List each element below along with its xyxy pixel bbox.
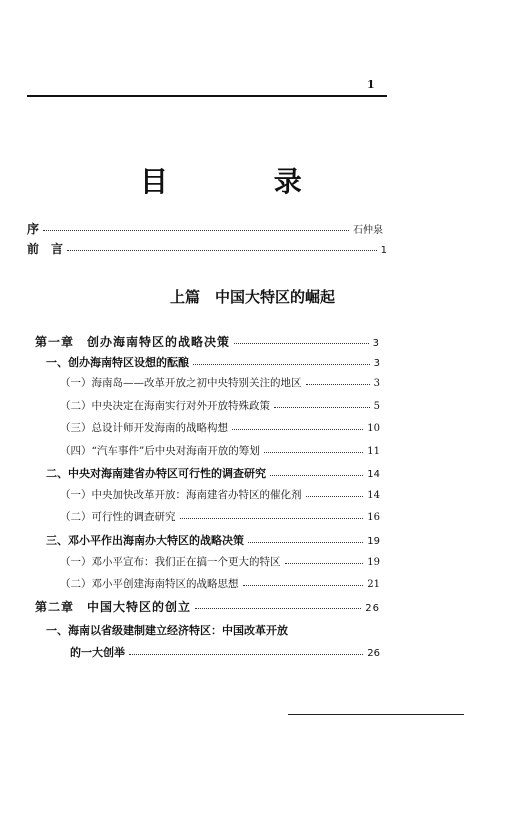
leader-dots (67, 250, 377, 251)
toc-entry[interactable] (35, 333, 380, 350)
toc-label: 序 (27, 222, 40, 236)
leader-dots (129, 654, 363, 655)
toc-entry[interactable] (60, 443, 380, 458)
toc-label: （一）邓小平宣布：我们正在搞一个更大的特区 (60, 556, 281, 568)
toc-entry[interactable] (60, 398, 380, 413)
leader-dots (270, 475, 363, 476)
toc-label: （四）“汽车事件”后中央对海南开放的筹划 (60, 445, 260, 457)
leader-dots (264, 452, 364, 453)
toc-label: （二）中央决定在海南实行对外开放特殊政策 (60, 400, 270, 412)
toc-entry[interactable] (46, 622, 380, 638)
toc-preface[interactable] (27, 220, 383, 237)
toc-page: 11 (367, 446, 380, 457)
toc-page: 10 (367, 423, 380, 434)
toc-label: 一、创办海南特区设想的酝酿 (46, 356, 189, 369)
toc-entry[interactable] (70, 644, 380, 660)
toc-page: 石仲泉 (353, 225, 383, 236)
leader-dots (306, 384, 370, 385)
part-title: 上篇 中国大特区的崛起 (169, 288, 335, 306)
toc-entry[interactable] (46, 465, 380, 481)
leader-dots (195, 608, 361, 609)
toc-label: 第一章 创办海南特区的战略决策 (35, 335, 231, 349)
toc-foreword[interactable] (27, 240, 387, 257)
leader-dots (180, 518, 364, 519)
toc-label: （二）邓小平创建海南特区的战略思想 (60, 578, 239, 590)
toc-page: 3 (373, 378, 380, 389)
toc-page: 16 (367, 512, 380, 523)
leader-dots (193, 364, 370, 365)
toc-page: 26 (365, 603, 380, 614)
leader-dots (285, 563, 364, 564)
leader-dots (232, 429, 363, 430)
toc-page: 14 (367, 469, 380, 480)
toc-entry[interactable] (46, 354, 380, 370)
leader-dots (43, 230, 349, 231)
toc-label: （一）中央加快改革开放：海南建省办特区的催化剂 (60, 489, 302, 501)
leader-dots (243, 585, 364, 586)
toc-page: 21 (367, 579, 380, 590)
toc-label: 三、邓小平作出海南办大特区的战略决策 (46, 534, 244, 547)
toc-entry[interactable] (60, 420, 380, 435)
toc-label: 前 言 (27, 242, 64, 256)
toc-label: （一）海南岛——改革开放之初中央特别关注的地区 (60, 377, 302, 389)
toc-page: 1 (380, 245, 387, 256)
toc-page: 19 (367, 557, 380, 568)
toc-entry[interactable] (35, 598, 380, 615)
bottom-rule (288, 714, 464, 715)
leader-dots (274, 407, 370, 408)
toc-entry[interactable] (60, 487, 380, 502)
toc-title: 目 录 (140, 165, 350, 198)
toc-label: 一、海南以省级建制建立经济特区：中国改革开放 (46, 624, 288, 637)
toc-page: 3 (372, 338, 380, 349)
top-rule (27, 95, 387, 97)
toc-page: 3 (373, 358, 380, 369)
toc-label: 二、中央对海南建省办特区可行性的调查研究 (46, 467, 266, 480)
toc-label: （二）可行性的调查研究 (60, 511, 176, 523)
leader-dots (306, 496, 364, 497)
toc-page: 5 (373, 401, 380, 412)
leader-dots (248, 542, 363, 543)
toc-entry[interactable] (60, 375, 380, 390)
toc-page: 19 (367, 536, 380, 547)
toc-page: 26 (367, 648, 380, 659)
page-number: 1 (367, 78, 375, 91)
toc-entry[interactable] (60, 509, 380, 524)
toc-entry[interactable] (60, 576, 380, 591)
toc-entry[interactable] (60, 554, 380, 569)
leader-dots (234, 343, 369, 344)
toc-page: 14 (367, 490, 380, 501)
toc-label: 第二章 中国大特区的创立 (35, 600, 192, 614)
toc-entry[interactable] (46, 532, 380, 548)
toc-label: （三）总设计师开发海南的战略构想 (60, 422, 228, 434)
toc-label: 的一大创举 (70, 646, 125, 659)
